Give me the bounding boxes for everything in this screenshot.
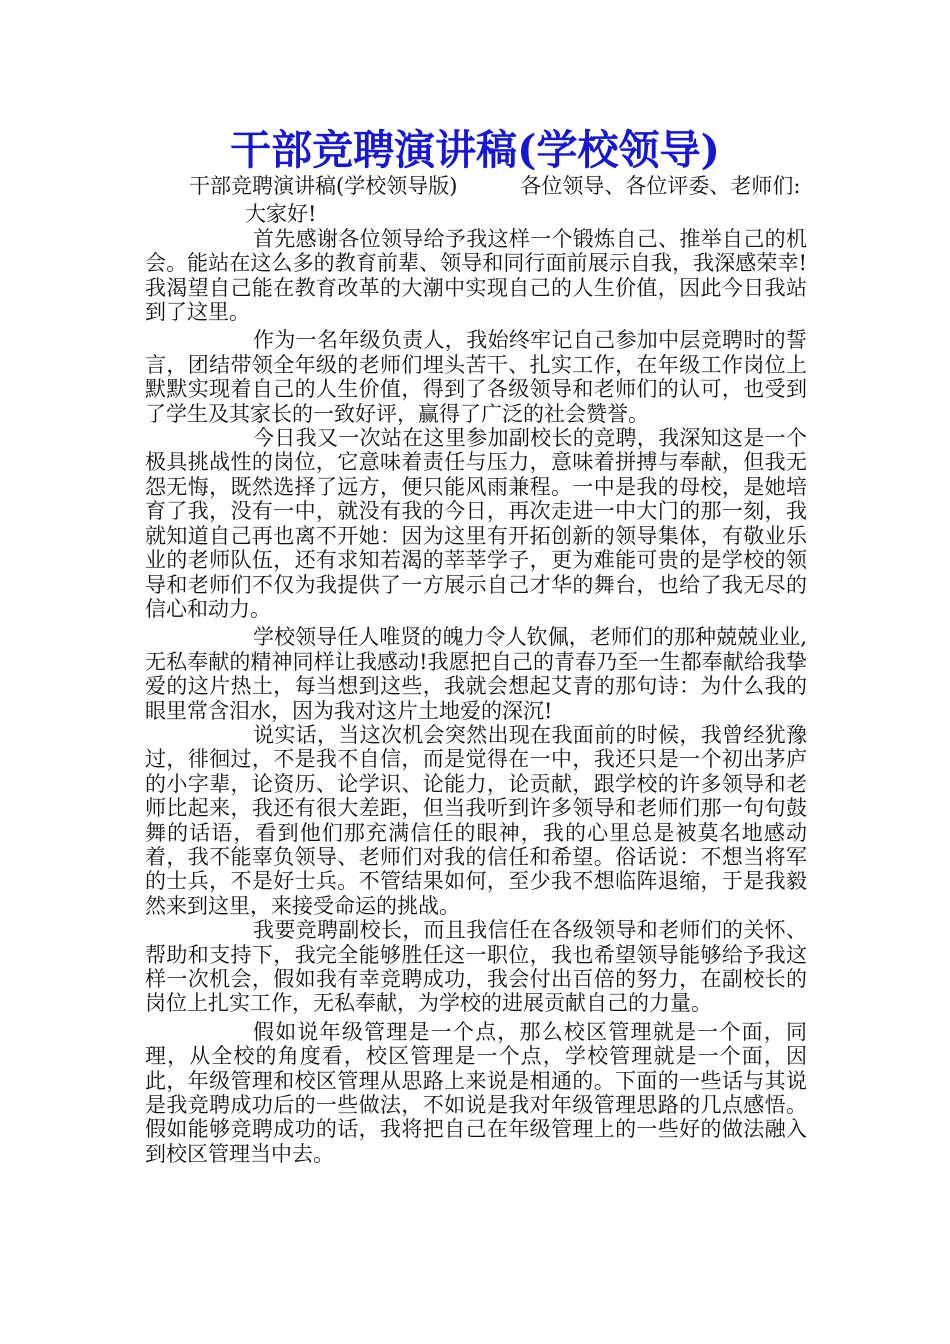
paragraph-7: 假如说年级管理是一个点，那么校区管理就是一个面，同理，从全校的角度看，校区管理是一个点，学校管理就是一个面，因此，年级管理和校区管理从思路上来说是相通的。下面的一些话与其说是我竞聘成功后的一些做法，不如说是我对年级管理思路的几点感悟。假如能够竞聘成功的话，我将把自己在年级管理上的一些好的做法融入到校区管理当中去。 [145, 1019, 807, 1166]
document-body [145, 174, 807, 1166]
subtitle-line: 干部竞聘演讲稿(学校领导版) 各位领导、各位评委、老师们: [189, 174, 801, 198]
document-title: 干部竞聘演讲稿(学校领导) [230, 126, 720, 174]
greeting: 大家好! [245, 202, 317, 227]
paragraph-3: 今日我又一次站在这里参加副校长的竞聘，我深知这是一个极具挑战性的岗位，它意味着责任与压力，意味着拼搏与奉献，但我无怨无悔，既然选择了远方，便只能风雨兼程。一中是我的母校，是她培育了我，没有一中，就没有我的今日，再次走进一中大门的那一刻，我就知道自己再也离不开她：因为这里有开拓创新的领导集体，有敬业乐业的老师队伍，还有求知若渴的莘莘学子，更为难能可贵的是学校的领导和老师们不仅为我提供了一方展示自己才华的舞台，也给了我无尽的信心和动力。 [145, 426, 807, 621]
paragraph-5: 说实话，当这次机会突然出现在我面前的时候，我曾经犹豫过，徘徊过，不是我不自信，而是觉得在一中，我还只是一个初出茅庐的小字辈，论资历、论学识、论能力，论贡献，跟学校的许多领导和老师比起来，我还有很大差距，但当我听到许多领导和老师们那一句句鼓舞的话语，看到他们那充满信任的眼神，我的心里总是被莫名地感动着，我不能辜负领导、老师们对我的信任和希望。俗话说：不想当将军的士兵，不是好士兵。不管结果如何，至少我不想临阵退缩，于是我毅然来到这里，来接受命运的挑战。 [145, 722, 807, 918]
paragraph-2: 作为一名年级负责人，我始终牢记自己参加中层竞聘时的誓言，团结带领全年级的老师们埋头苦干、扎实工作，在年级工作岗位上默默实现着自己的人生价值，得到了各级领导和老师们的认可，也受到了学生及其家长的一致好评，赢得了广泛的社会赞誉。 [145, 328, 807, 426]
paragraph-4: 学校领导任人唯贤的魄力令人钦佩，老师们的那种兢兢业业,无私奉献的精神同样让我感动!我愿把自己的青春乃至一生都奉献给我挚爱的这片热土，每当想到这些，我就会想起艾青的那句诗：为什么我的眼里常含泪水，因为我对这片土地爱的深沉! [145, 625, 807, 723]
paragraph-6: 我要竞聘副校长，而且我信任在各级领导和老师们的关怀、帮助和支持下，我完全能够胜任这一职位，我也希望领导能够给予我这样一次机会，假如我有幸竞聘成功，我会付出百倍的努力，在副校长的岗位上扎实工作，无私奉献，为学校的进展贡献自己的力量。 [145, 918, 807, 1016]
paragraph-1: 首先感谢各位领导给予我这样一个锻炼自己、推举自己的机会。能站在这么多的教育前辈、领导和同行面前展示自我，我深感荣幸!我渴望自己能在教育改革的大潮中实现自己的人生价值，因此今日我站到了这里。 [145, 226, 807, 325]
